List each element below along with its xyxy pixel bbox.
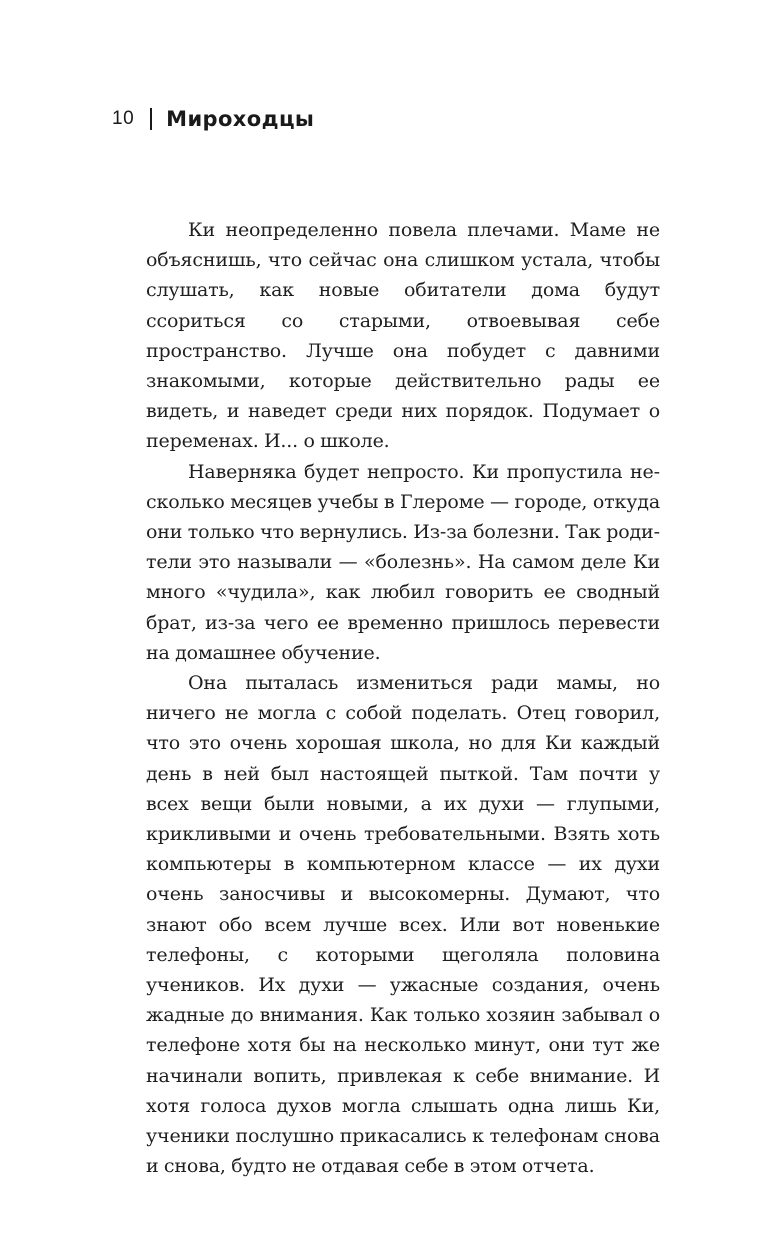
paragraph-2: Наверняка будет непросто. Ки пропустила несколько месяцев учебы в Глероме — городе, откуда они только что вернулись. Из-за болезни. Так родители это называли — «болезнь». На самом деле Ки много «чудила», как любил говорить ее сводный брат, из-за чего ее временно пришлось перевести на домашнее обучение. <box>146 460 660 664</box>
paragraph-3: Она пыталась измениться ради мамы, но ничего не могла с собой поделать. Отец говорил, что это очень хорошая школа, но для Ки каждый день в ней был настоящей пыткой. Там почти у всех вещи были новыми, а их духи — глупыми, крикливыми и очень требовательными. Взять хоть компьютеры в компьютерном классе — их духи очень заносчивы и высокомерны. Думают, что знают обо всем лучше всех. Или вот новенькие телефоны, с которыми щеголяла половина учеников. Их духи — ужасные создания, очень жадные до внимания. Как только хозяин забывал о телефоне хотя бы на несколько минут, они тут же начинали вопить, привлекая к себе внимание. И хотя голоса духов могла слышать одна лишь Ки, ученики послушно прикасались к телефонам снова и снова, будто не отдавая себе в этом отчета. <box>146 672 660 1178</box>
book-title: Мироходцы <box>166 107 315 131</box>
page-number: 10 <box>112 108 135 129</box>
header-divider <box>150 108 152 130</box>
paragraph-1: Ки неопределенно повела плечами. Маме не объяснишь, что сейчас она слишком устала, чтобы слушать, как новые обитатели дома будут ссориться со старыми, отвоевывая себе пространство. Лучше она побудет с давними знакомыми, которые действительно рады ее видеть, и наведет среди них порядок. Подумает о переменах. И... о школе. <box>146 219 660 453</box>
running-header <box>112 104 314 134</box>
page-body <box>146 215 660 1182</box>
